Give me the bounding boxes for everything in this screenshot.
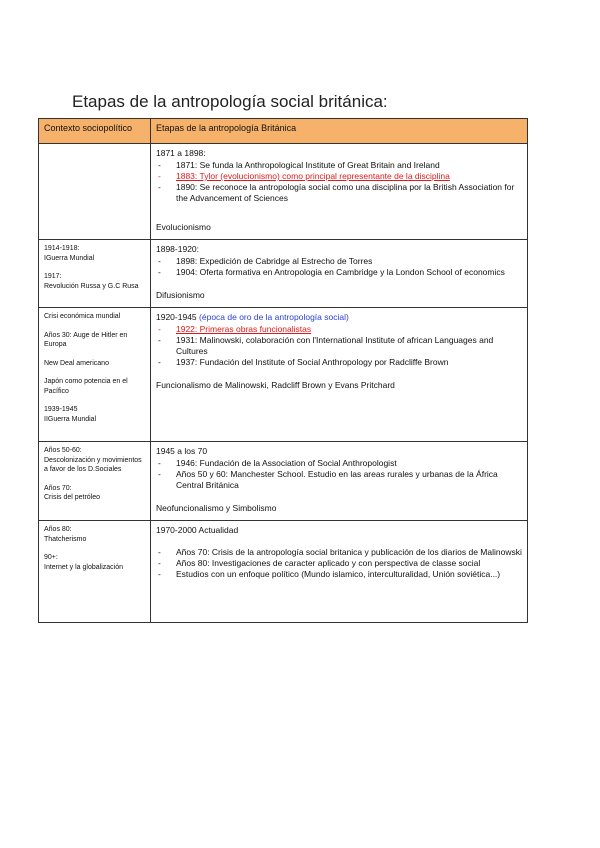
list-item: - 1931: Malinowski, colaboración con l'International Institute of african Languages and Cultures: [156, 335, 522, 357]
context-cell: [39, 442, 151, 521]
list-item: - 1937: Fundación del Institute of Social Anthropology por Radcliffe Brown: [156, 357, 522, 368]
period-note: (época de oro de la antropología social): [199, 312, 349, 322]
header-context: Contexto sociopolítico: [39, 119, 151, 144]
list-item: - 1890: Se reconoce la antropología social como una disciplina por la British Association for the Advancement of Sciences: [156, 182, 522, 204]
list-item: - Años 50 y 60: Manchester School. Estudio en las areas rurales y urbanas de la África Central Británica: [156, 469, 522, 491]
events-list: [156, 458, 522, 491]
context-cell: [39, 144, 151, 240]
events-list: [156, 160, 522, 204]
list-item: - Estudios con un enfoque político (Mundo islamico, interculturalidad, Unión soviética...): [156, 569, 522, 580]
school-label: Evolucionismo: [156, 222, 211, 232]
school-label: Funcionalismo de Malinowski, Radcliff Brown y Evans Pritchard: [156, 380, 395, 390]
context-item: Años 50-60: Descolonización y movimientos a favor de los D.Sociales: [44, 447, 142, 473]
page-title: Etapas de la antropología social británica:: [72, 92, 388, 111]
table-row: [39, 521, 528, 623]
period-line: [156, 312, 522, 323]
school-label: Difusionismo: [156, 290, 205, 300]
table-row: [39, 442, 528, 521]
context-item: Crisi económica mundial: [44, 313, 121, 320]
period-label: 1898-1920:: [156, 244, 200, 254]
list-item: - 1898: Expedición de Cabridge al Estrecho de Torres: [156, 256, 522, 267]
school-label: Neofuncionalismo y Simbolismo: [156, 503, 277, 513]
context-cell: [39, 521, 151, 623]
context-item: New Deal americano: [44, 359, 109, 367]
stages-table: [38, 118, 528, 623]
context-item: 90+: Internet y la globalización: [44, 554, 123, 571]
stage-cell: [151, 442, 528, 521]
table-row: [39, 308, 528, 442]
header-stages: Etapas de la antropología Británica: [151, 119, 528, 144]
events-list: [156, 256, 522, 278]
list-item: - Años 80: Investigaciones de caracter aplicado y con perspectiva de classe social: [156, 558, 522, 569]
events-list: [156, 324, 522, 368]
list-item: - 1922: Primeras obras funcionalistas: [156, 324, 522, 335]
list-item: - Años 70: Crisis de la antropología social britanica y publicación de los diarios de Malinowski: [156, 547, 522, 558]
context-item: 1914-1918: IGuerra Mundial: [44, 245, 95, 262]
period-label: 1945 a los 70: [156, 446, 208, 456]
context-item: 1917: Revolución Russa y G.C Rusa: [44, 273, 139, 290]
period-label: 1871 a 1898:: [156, 148, 206, 158]
list-item: - 1946: Fundación de la Association of Social Anthropologist: [156, 458, 522, 469]
stage-cell: [151, 308, 528, 442]
list-item: - 1904: Oferta formativa en Antropologia en Cambridge y la London School of economics: [156, 267, 522, 278]
period-label: 1920-1945: [156, 312, 197, 322]
table-header-row: [39, 119, 528, 144]
context-cell: [39, 240, 151, 308]
context-cell: [39, 308, 151, 442]
context-item: Años 30: Auge de Hitler en Europa: [44, 331, 128, 348]
context-item: Japón como potencia en el Pacífico: [44, 378, 128, 395]
stage-cell: [151, 144, 528, 240]
stage-cell: [151, 240, 528, 308]
period-label: 1970-2000 Actualidad: [156, 525, 239, 535]
table-row: [39, 240, 528, 308]
context-item: Años 70: Crisis del petróleo: [44, 484, 101, 501]
list-item: - 1883: Tylor (evolucionismo) como principal representante de la disciplina: [156, 171, 522, 182]
events-list: [156, 547, 522, 580]
stage-cell: [151, 521, 528, 623]
context-item: Años 80: Thatcherismo: [44, 526, 87, 543]
list-item: - 1871: Se funda la Anthropological Institute of Great Britain and Ireland: [156, 160, 522, 171]
table-row: [39, 144, 528, 240]
context-item: 1939-1945 IIGuerra Mundial: [44, 406, 97, 423]
